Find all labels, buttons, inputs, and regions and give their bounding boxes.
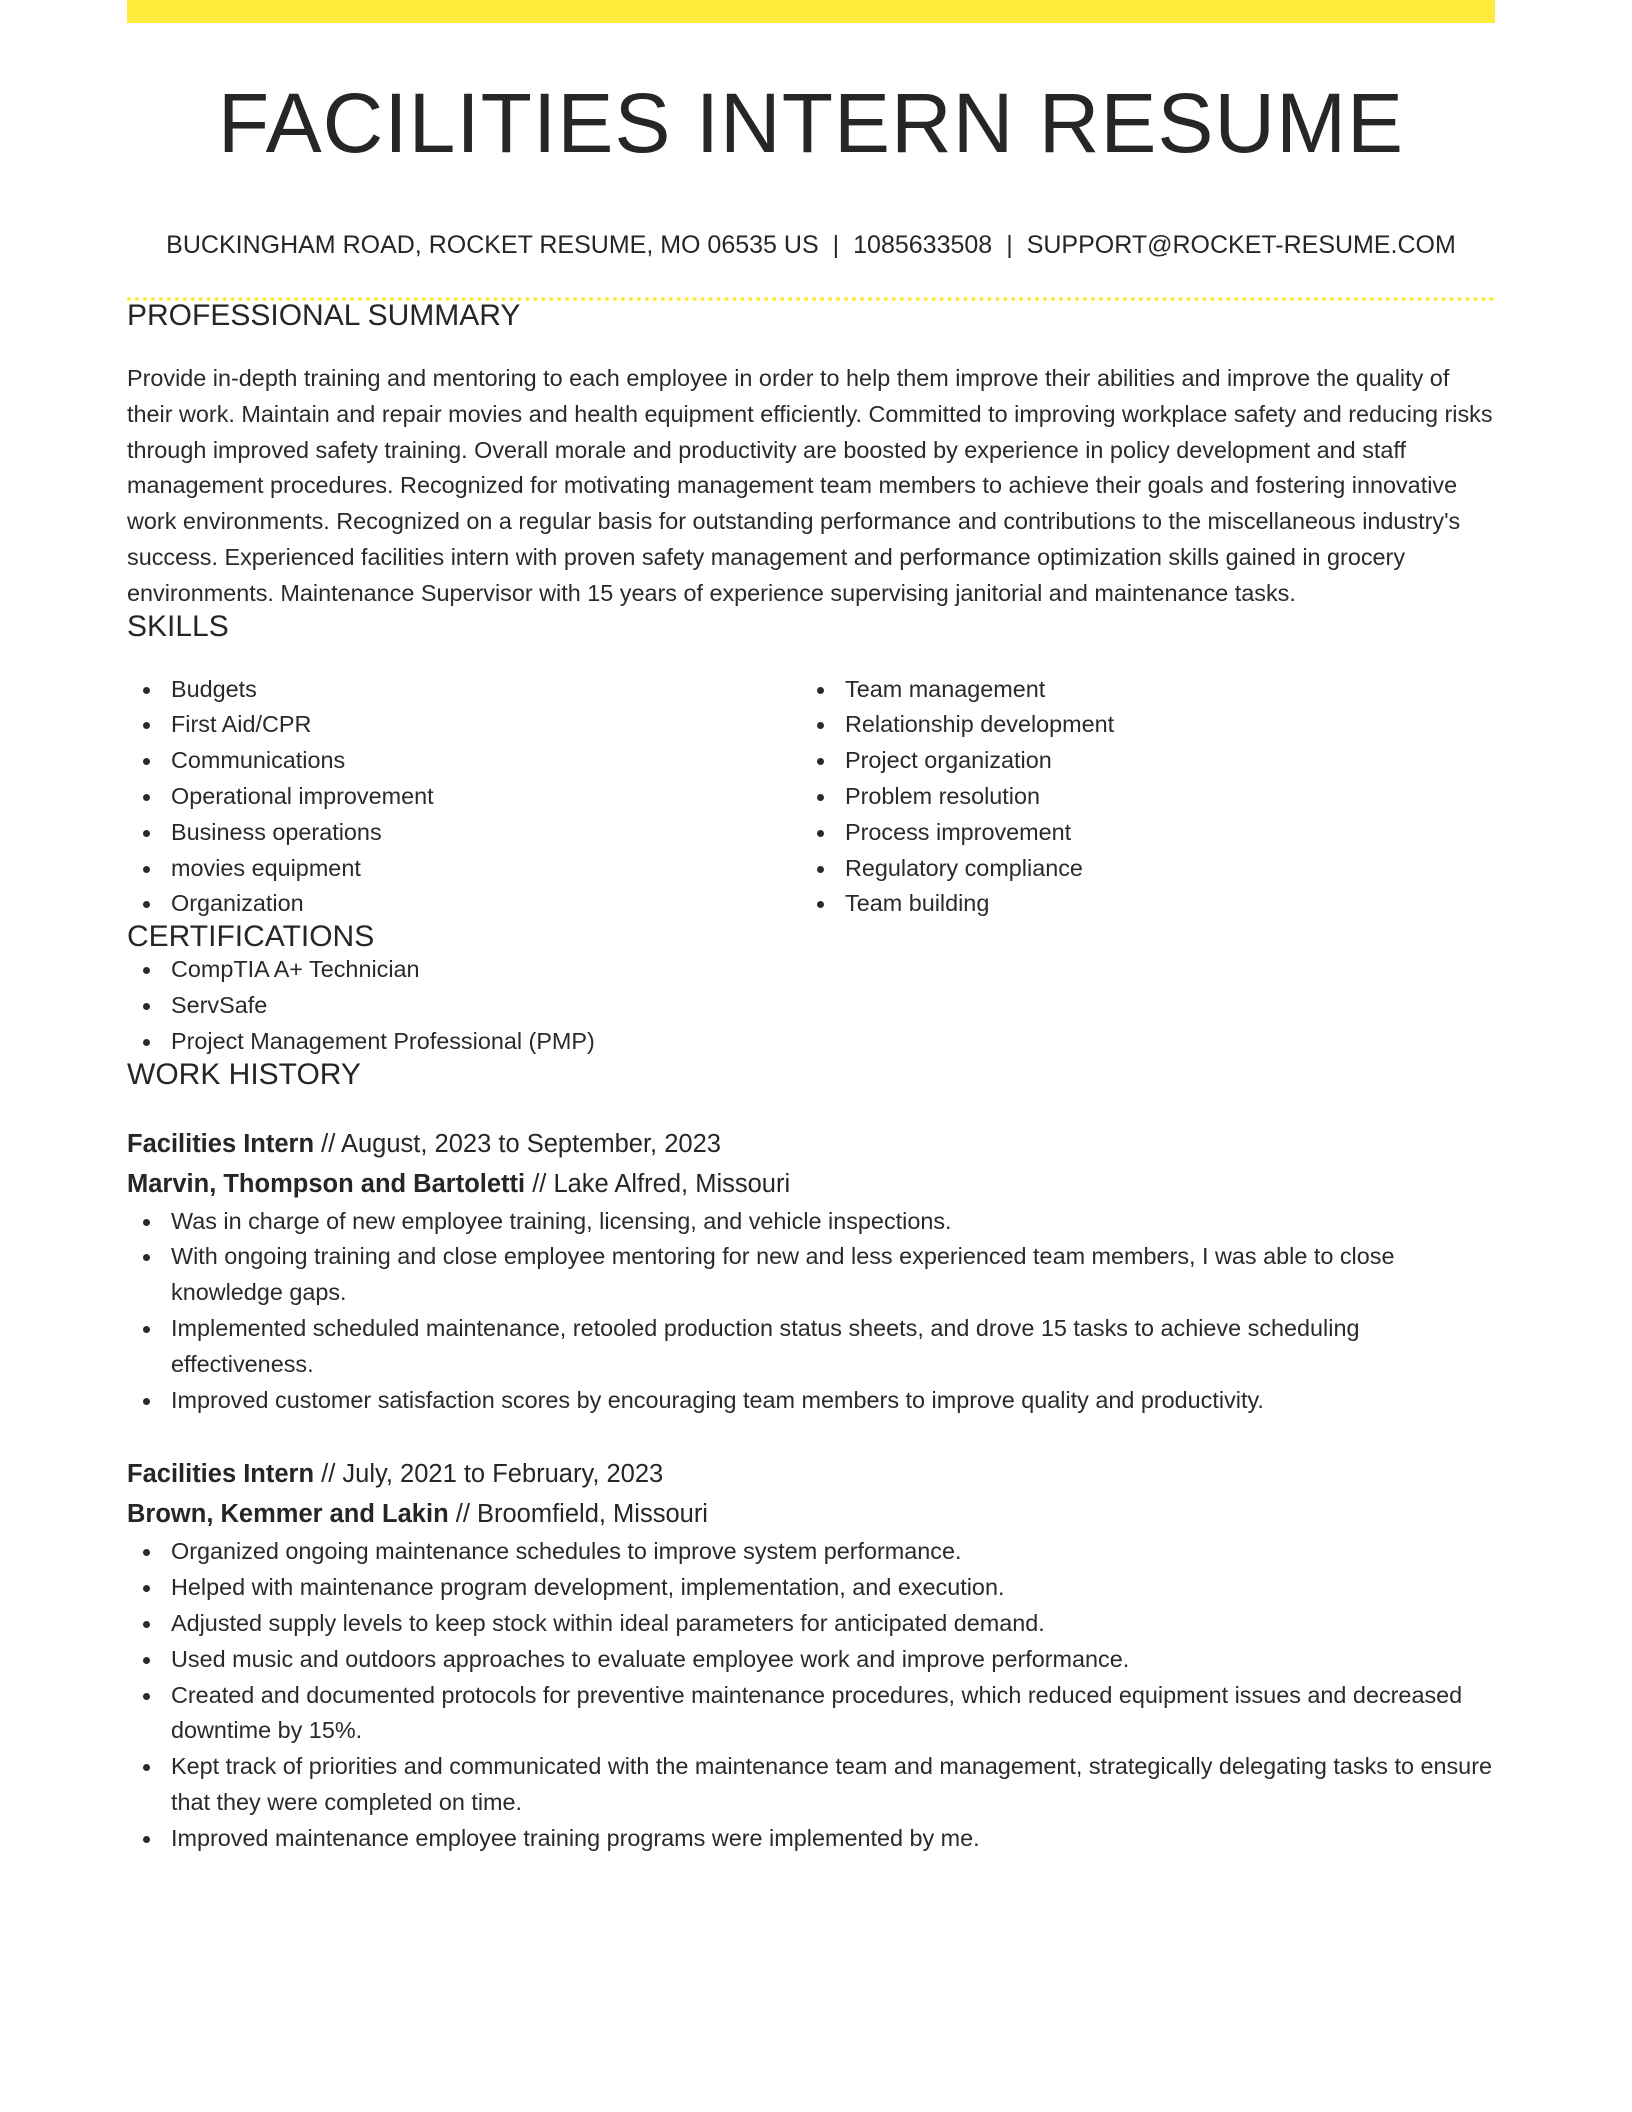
job-bullet: Created and documented protocols for preventive maintenance procedures, which reduced equipment issues and decreased downtime by 15%.: [127, 1678, 1495, 1750]
skill-item: Budgets: [127, 672, 801, 708]
summary-heading: PROFESSIONAL SUMMARY: [127, 299, 521, 332]
skill-item: Team management: [801, 672, 1475, 708]
skill-item: Organization: [127, 886, 801, 922]
job-company-line: [127, 1164, 1495, 1204]
contact-address: BUCKINGHAM ROAD, ROCKET RESUME, MO 06535 US: [166, 231, 819, 259]
skill-item: Process improvement: [801, 815, 1475, 851]
top-accent-bar: [127, 0, 1495, 23]
contact-phone: 1085633508: [853, 231, 993, 259]
work-history-heading: WORK HISTORY: [127, 1057, 361, 1091]
job-entry: [127, 1454, 1495, 1856]
job-bullet: Adjusted supply levels to keep stock within ideal parameters for anticipated demand.: [127, 1606, 1495, 1642]
skills-column-left: [127, 672, 801, 923]
job-entry: [127, 1124, 1495, 1419]
job-title-line: [127, 1454, 1495, 1494]
job-location: // Broomfield, Missouri: [448, 1500, 708, 1529]
certification-item: CompTIA A+ Technician: [127, 952, 1495, 988]
contact-email: SUPPORT@ROCKET-RESUME.COM: [1026, 231, 1456, 259]
summary-text: Provide in-depth training and mentoring to each employee in order to help them improve their abilities and improve the quality of their work. Maintain and repair movies and health equipment efficiently. Committed to improving workplace safety and reducing risks through improved safety training. Overall morale and productivity are boosted by experience in policy development and staff management procedures. Recognized for motivating management team members to achieve their goals and fostering innovative work environments. Recognized on a regular basis for outstanding performance and contributions to the miscellaneous industry's success. Experienced facilities intern with proven safety management and performance optimization skills gained in grocery environments. Maintenance Supervisor with 15 years of experience supervising janitorial and maintenance tasks.: [127, 365, 1493, 606]
job-title-line: [127, 1124, 1495, 1164]
job-bullet: Improved maintenance employee training programs were implemented by me.: [127, 1821, 1495, 1857]
contact-line: [127, 233, 1495, 258]
job-bullet: With ongoing training and close employee mentoring for new and less experienced team members, I was able to close knowledge gaps.: [127, 1239, 1495, 1311]
job-bullet: Used music and outdoors approaches to evaluate employee work and improve performance.: [127, 1642, 1495, 1678]
skill-item: Problem resolution: [801, 779, 1475, 815]
job-title: Facilities Intern: [127, 1129, 315, 1158]
skill-item: Regulatory compliance: [801, 851, 1475, 887]
skill-item: Communications: [127, 743, 801, 779]
job-company: Brown, Kemmer and Lakin: [127, 1500, 449, 1529]
skills-list: [127, 672, 1495, 923]
skills-heading: SKILLS: [127, 609, 229, 643]
job-company-line: [127, 1494, 1495, 1534]
skill-item: Project organization: [801, 743, 1475, 779]
job-bullet: Implemented scheduled maintenance, retooled production status sheets, and drove 15 tasks to achieve scheduling effectiveness.: [127, 1311, 1495, 1383]
job-bullet: Improved customer satisfaction scores by encouraging team members to improve quality and productivity.: [127, 1383, 1495, 1419]
skill-item: Relationship development: [801, 707, 1475, 743]
job-dates: // August, 2023 to September, 2023: [314, 1129, 721, 1158]
job-bullet: Helped with maintenance program development, implementation, and execution.: [127, 1570, 1495, 1606]
skill-item: Operational improvement: [127, 779, 801, 815]
skills-column-right: [801, 672, 1475, 923]
certification-item: ServSafe: [127, 988, 1495, 1024]
certifications-heading: CERTIFICATIONS: [127, 920, 375, 954]
resume-title: FACILITIES INTERN RESUME: [217, 76, 1405, 170]
skill-item: First Aid/CPR: [127, 707, 801, 743]
job-bullets: [127, 1534, 1495, 1856]
contact-separator: |: [832, 231, 840, 259]
job-bullet: Organized ongoing maintenance schedules to improve system performance.: [127, 1534, 1495, 1570]
job-title: Facilities Intern: [127, 1460, 315, 1489]
contact-separator: |: [1006, 231, 1013, 259]
certifications-list: [127, 952, 1495, 1059]
job-location: // Lake Alfred, Missouri: [525, 1169, 791, 1198]
certification-item: Project Management Professional (PMP): [127, 1024, 1495, 1060]
job-company: Marvin, Thompson and Bartoletti: [127, 1169, 526, 1198]
skill-item: movies equipment: [127, 851, 801, 887]
resume-page: [127, 0, 1495, 1857]
job-bullet: Was in charge of new employee training, licensing, and vehicle inspections.: [127, 1204, 1495, 1240]
skill-item: Team building: [801, 886, 1475, 922]
job-dates: // July, 2021 to February, 2023: [314, 1460, 664, 1489]
job-bullets: [127, 1204, 1495, 1419]
skill-item: Business operations: [127, 815, 801, 851]
job-bullet: Kept track of priorities and communicated with the maintenance team and management, strategically delegating tasks to ensure that they were completed on time.: [127, 1749, 1495, 1821]
